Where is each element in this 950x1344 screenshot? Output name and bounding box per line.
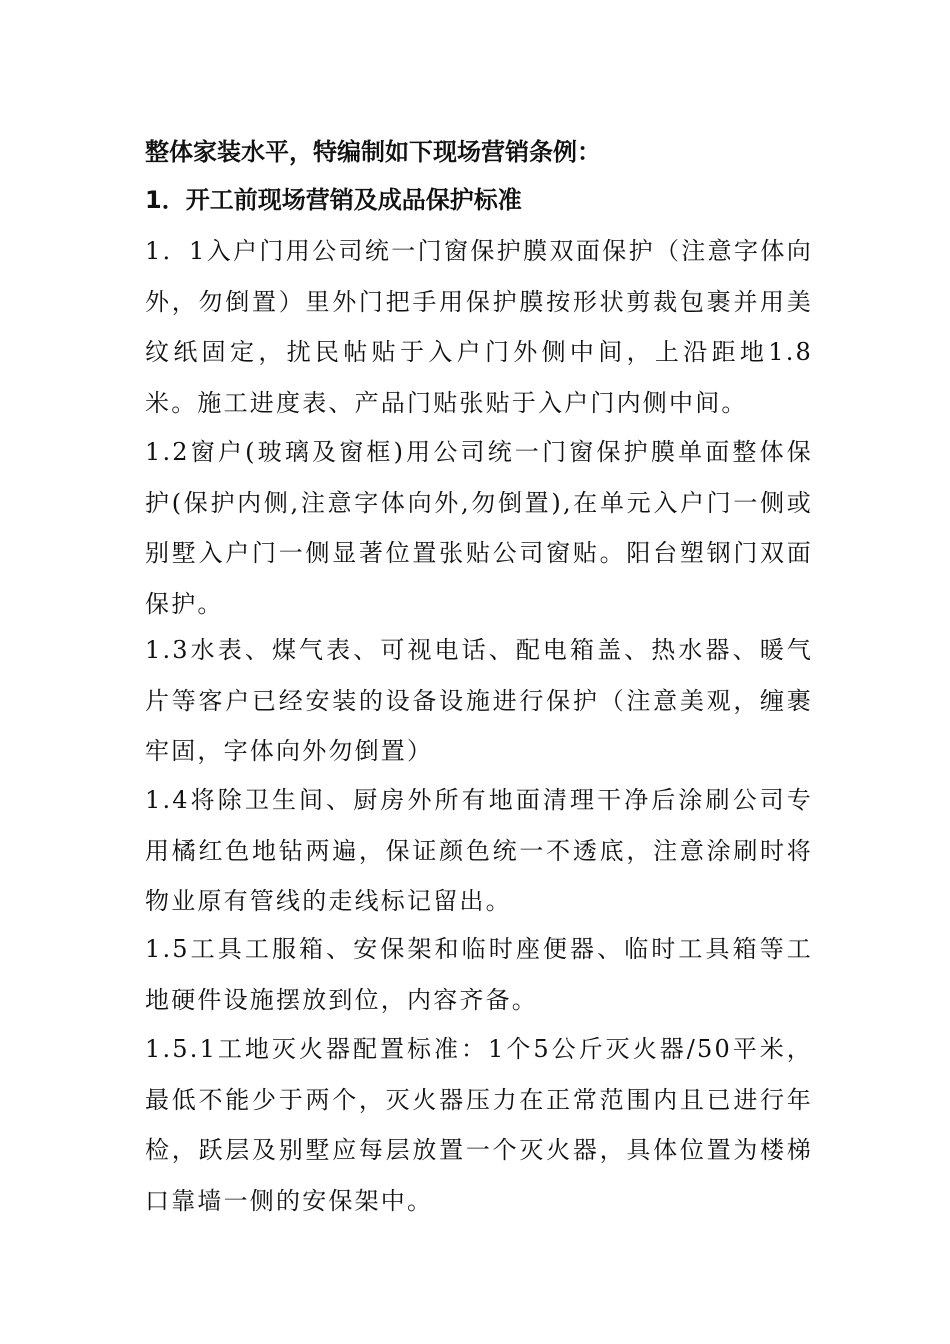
intro-line: 整体家装水平，特编制如下现场营销条例： (145, 138, 601, 166)
section-title: ．开工前现场营销及成品保护标准 (161, 186, 522, 214)
section-number: 1 (145, 186, 162, 214)
paragraph-1-5-1: 1.5.1工地灭火器配置标准：1个5公斤灭火器/50平米，最低不能少于两个，灭火器压力在正常范围内且已进行年检，跃层及别墅应每层放置一个灭火器，具体位置为楼梯口靠墙一侧的安保架中。 (145, 1035, 813, 1215)
paragraph-1-5: 1.5工具工服箱、安保架和临时座便器、临时工具箱等工地硬件设施摆放到位，内容齐备。 (145, 935, 813, 1014)
section-heading (145, 185, 522, 215)
paragraph-1-2: 1.2窗户(玻璃及窗框)用公司统一门窗保护膜单面整体保护(保护内侧,注意字体向外,勿倒置),在单元入户门一侧或别墅入户门一侧显著位置张贴公司窗贴。阳台塑钢门双面保护。 (145, 438, 813, 618)
paragraph-1-1: 1．1入户门用公司统一门窗保护膜双面保护（注意字体向外，勿倒置）里外门把手用保护膜按形状剪裁包裹并用美纹纸固定，扰民帖贴于入户门外侧中间，上沿距地1.8米。施工进度表、产品门贴张贴于入户门内侧中间。 (145, 237, 813, 417)
paragraph-1-4: 1.4将除卫生间、厨房外所有地面清理干净后涂刷公司专用橘红色地钻两遍，保证颜色统一不透底，注意涂刷时将物业原有管线的走线标记留出。 (145, 786, 813, 915)
paragraph-1-3: 1.3水表、煤气表、可视电话、配电箱盖、热水器、暖气片等客户已经安装的设备设施进行保护（注意美观，缠裹牢固，字体向外勿倒置） (145, 636, 813, 765)
